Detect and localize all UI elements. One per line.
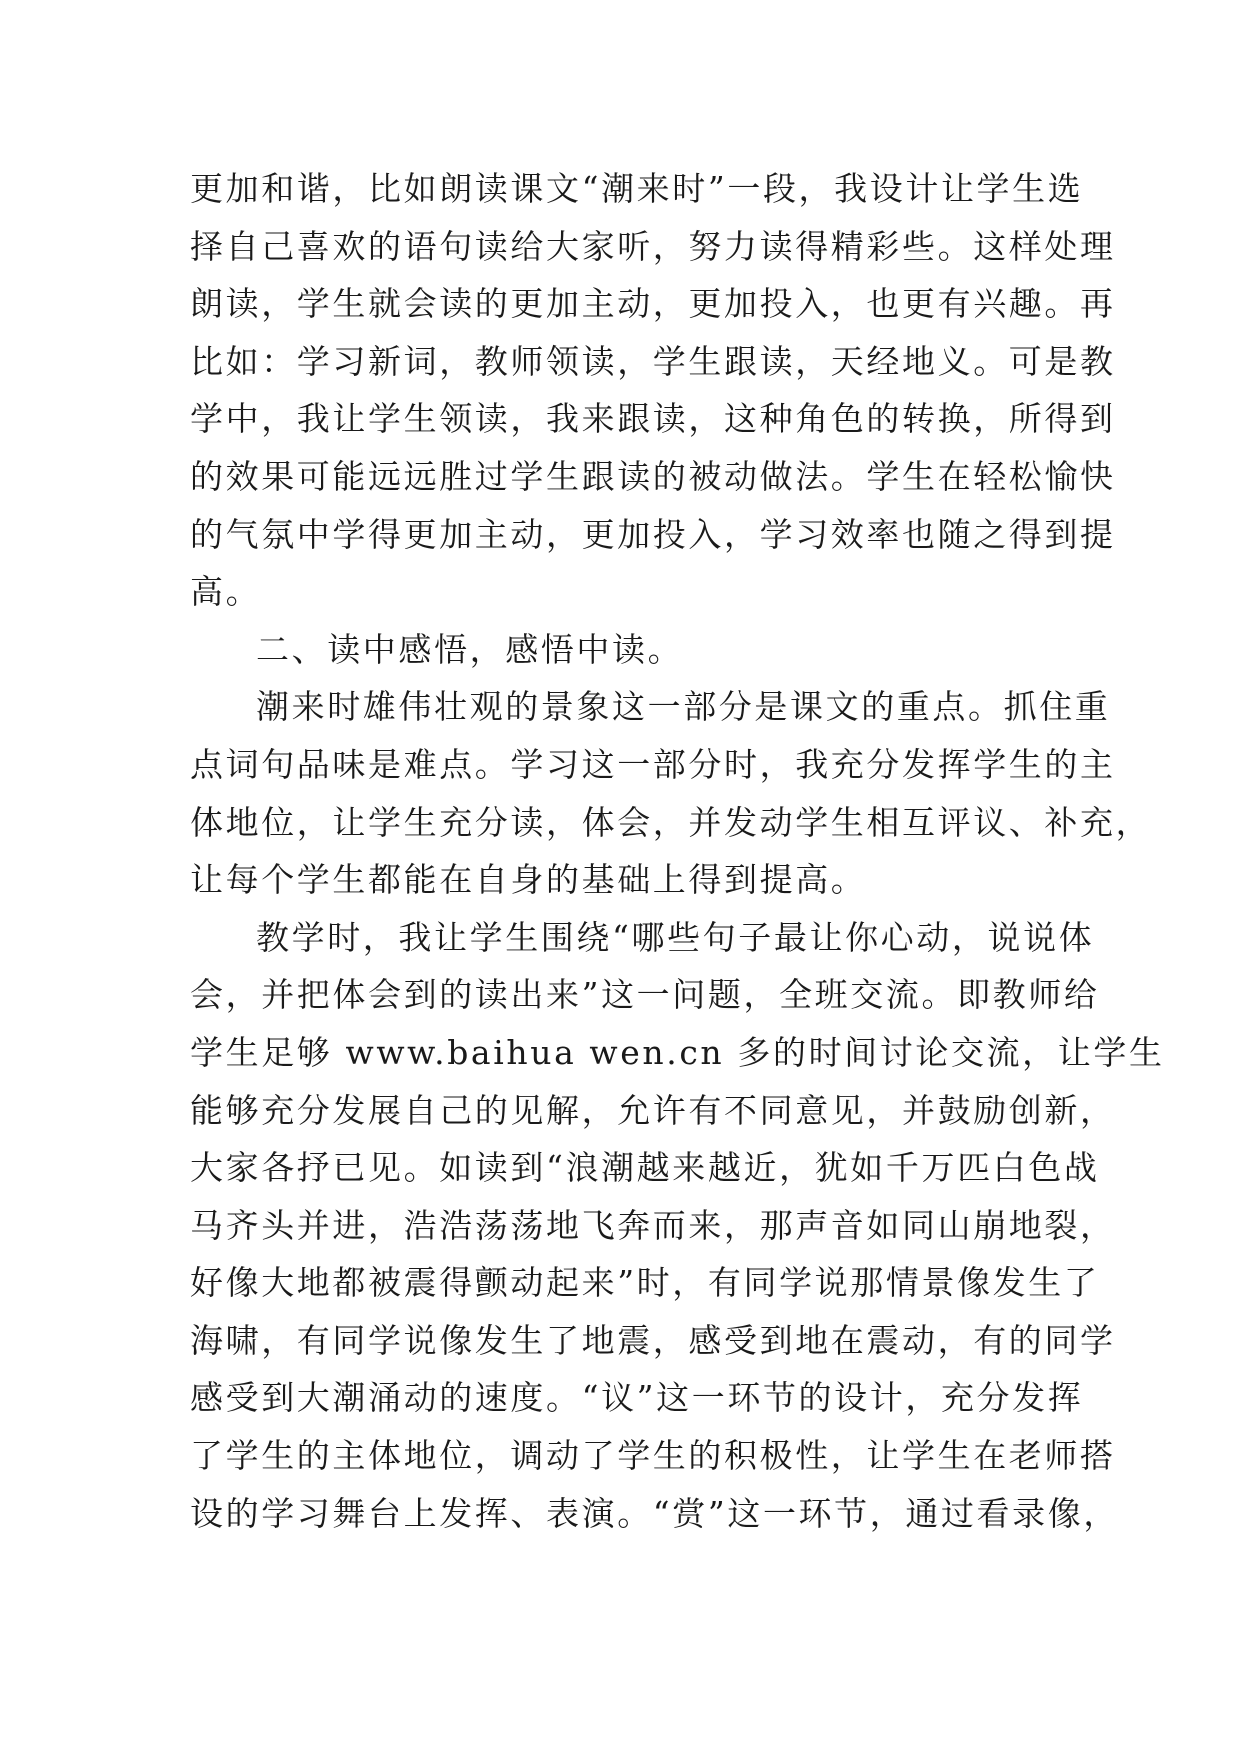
text-line: 好像大地都被震得颤动起来”时，有同学说那情景像发生了 bbox=[190, 1263, 1100, 1303]
text-line: 比如：学习新词，教师领读，学生跟读，天经地义。可是教 bbox=[190, 341, 1116, 381]
text-line: 让每个学生都能在自身的基础上得到提高。 bbox=[190, 860, 867, 900]
text-line: 感受到大潮涌动的速度。“议”这一环节的设计，充分发挥 bbox=[190, 1378, 1084, 1418]
text-line: 大家各抒已见。如读到“浪潮越来越近，犹如千万匹白色战 bbox=[190, 1148, 1100, 1188]
text-line: 高。 bbox=[190, 572, 262, 612]
text-line: 朗读，学生就会读的更加主动，更加投入，也更有兴趣。再 bbox=[190, 284, 1116, 324]
text-line: 教学时，我让学生围绕“哪些句子最让你心动，说说体 bbox=[256, 917, 1095, 957]
text-line: 体地位，让学生充分读，体会，并发动学生相互评议、补充， bbox=[190, 802, 1152, 842]
text-line: 学生足够 www.baihua wen.cn 多的时间讨论交流，让学生 bbox=[190, 1032, 1165, 1072]
document-body bbox=[190, 160, 1165, 1542]
text-line: 点词句品味是难点。学习这一部分时，我充分发挥学生的主 bbox=[190, 744, 1116, 784]
text-line: 能够充分发展自己的见解，允许有不同意见，并鼓励创新， bbox=[190, 1090, 1116, 1130]
text-line: 学中，我让学生领读，我来跟读，这种角色的转换，所得到 bbox=[190, 399, 1116, 439]
text-line: 更加和谐，比如朗读课文“潮来时”一段，我设计让学生选 bbox=[190, 169, 1084, 208]
text-line: 的效果可能远远胜过学生跟读的被动做法。学生在轻松愉快 bbox=[190, 456, 1116, 496]
text-line: 择自己喜欢的语句读给大家听，努力读得精彩些。这样处理 bbox=[190, 226, 1116, 266]
text-line: 设的学习舞台上发挥、表演。“赏”这一环节，通过看录像， bbox=[190, 1493, 1119, 1533]
text-line: 的气氛中学得更加主动，更加投入，学习效率也随之得到提 bbox=[190, 514, 1116, 554]
text-line: 海啸，有同学说像发生了地震，感受到地在震动，有的同学 bbox=[190, 1320, 1116, 1360]
text-line: 马齐头并进，浩浩荡荡地飞奔而来，那声音如同山崩地裂， bbox=[190, 1205, 1116, 1245]
text-line: 潮来时雄伟壮观的景象这一部分是课文的重点。抓住重 bbox=[256, 687, 1111, 727]
text-line: 二、读中感悟，感悟中读。 bbox=[256, 629, 684, 669]
text-line: 了学生的主体地位，调动了学生的积极性，让学生在老师搭 bbox=[190, 1436, 1116, 1476]
text-line: 会，并把体会到的读出来”这一问题，全班交流。即教师给 bbox=[190, 975, 1100, 1015]
